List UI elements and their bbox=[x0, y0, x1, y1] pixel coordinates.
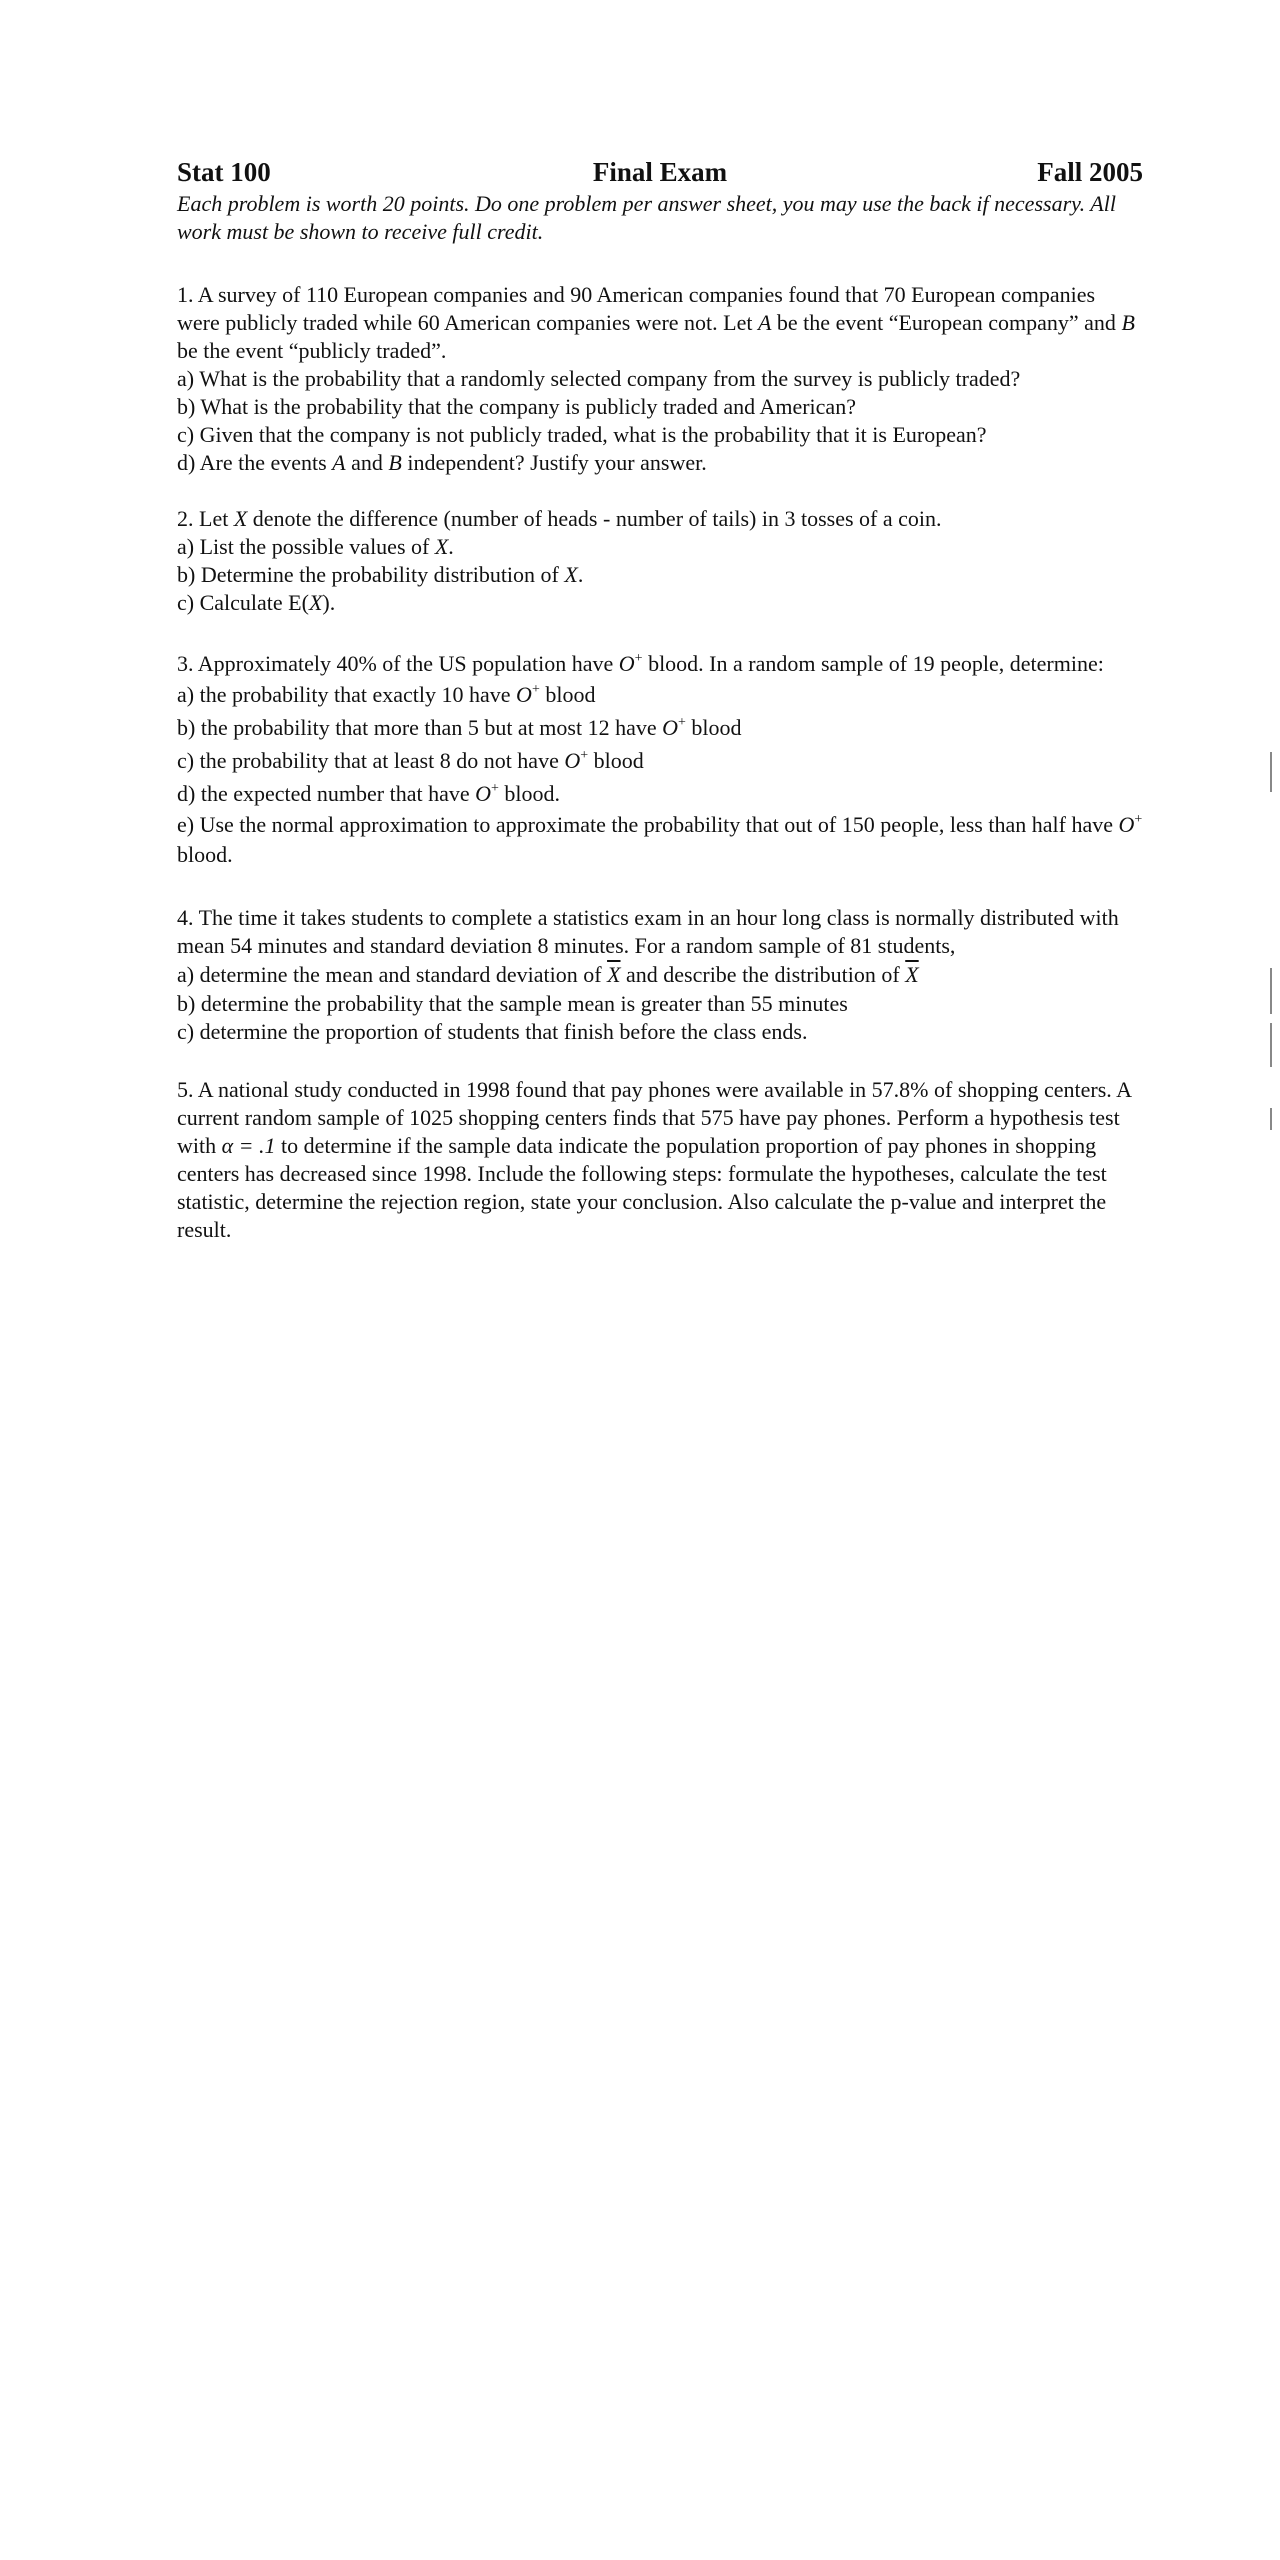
variable-a: A bbox=[757, 310, 772, 335]
problem-3-part-b-text: b) the probability that more than 5 but at most 12 have bbox=[177, 715, 663, 740]
problem-3-part-e-text: blood. bbox=[177, 842, 233, 867]
problem-2-intro bbox=[177, 505, 1143, 533]
problem-1-intro-text: be the event “European company” and bbox=[771, 310, 1122, 335]
problem-3-part-a-text: blood bbox=[539, 682, 596, 707]
variable-b: B bbox=[388, 450, 402, 475]
problem-2-part-a bbox=[177, 533, 1143, 561]
exam-title: Final Exam bbox=[592, 157, 728, 187]
problem-2 bbox=[177, 505, 1143, 617]
variable-b: B bbox=[1121, 310, 1135, 335]
problem-2-part-b bbox=[177, 561, 1143, 589]
variable-x: X bbox=[308, 590, 323, 615]
problem-1 bbox=[177, 281, 1143, 477]
problem-3-part-b bbox=[177, 711, 1143, 744]
blood-type-sign: + bbox=[491, 781, 499, 796]
problem-1-part-d-text: independent? Justify your answer. bbox=[401, 450, 707, 475]
problem-2-part-c-text: c) Calculate E( bbox=[177, 590, 309, 615]
blood-type-sign: + bbox=[580, 748, 589, 763]
problem-4-part-a-text: a) determine the mean and standard deviation of bbox=[177, 962, 608, 987]
problem-3-part-c-text: c) the probability that at least 8 do not have bbox=[177, 748, 565, 773]
blood-type-sign: + bbox=[1134, 812, 1143, 827]
scan-artifact bbox=[1270, 752, 1272, 792]
problem-1-intro-text: be the event “publicly traded”. bbox=[177, 338, 447, 363]
problem-3-intro-text: 3. Approximately 40% of the US population have bbox=[177, 651, 619, 676]
course-title: Stat 100 bbox=[177, 157, 271, 187]
problem-3-part-d-text: blood. bbox=[498, 781, 561, 806]
problem-3 bbox=[177, 650, 1143, 870]
sample-mean-symbol: $\overline{X}$ bbox=[905, 962, 919, 987]
alpha-value: α = .1 bbox=[221, 1133, 276, 1158]
problem-2-part-a-text: . bbox=[448, 534, 454, 559]
problem-4-part-b: b) determine the probability that the sample mean is greater than 55 minutes bbox=[177, 991, 848, 1016]
blood-type-sign: + bbox=[531, 682, 540, 697]
problem-1-part-b: b) What is the probability that the company is publicly traded and American? bbox=[177, 394, 856, 419]
problem-3-part-e-text: e) Use the normal approximation to approximate the probability that out of 150 people, less than half have bbox=[177, 812, 1119, 837]
exam-page bbox=[177, 156, 1143, 1244]
problem-3-part-b-text: blood bbox=[685, 715, 742, 740]
problem-1-part-d bbox=[177, 449, 1143, 477]
problem-5-text bbox=[177, 1076, 1143, 1244]
sample-mean-symbol: $\overline{X}$ bbox=[607, 962, 621, 987]
blood-type-symbol: O bbox=[564, 748, 581, 773]
problem-2-part-a-text: a) List the possible values of bbox=[177, 534, 435, 559]
blood-type-symbol: O bbox=[618, 651, 635, 676]
variable-x: X bbox=[233, 506, 248, 531]
problem-3-part-d bbox=[177, 777, 1143, 810]
problem-3-part-d-text: d) the expected number that have bbox=[177, 781, 476, 806]
problem-1-part-a: a) What is the probability that a randomly selected company from the survey is publicly traded? bbox=[177, 366, 1021, 391]
problem-5-text-part: 5. A national study conducted in 1998 found that pay phones were available in 57.8% of shopping centers. A current random sample of 1025 shopping centers finds that 575 have pay phones. Perform a hypothesis test with bbox=[177, 1077, 1131, 1158]
exam-header bbox=[177, 156, 1143, 188]
problem-4-part-c: c) determine the proportion of students that finish before the class ends. bbox=[177, 1019, 808, 1044]
problem-3-part-c bbox=[177, 744, 1143, 777]
scan-artifact bbox=[1270, 968, 1272, 1014]
exam-term: Fall 2005 bbox=[1037, 157, 1143, 187]
blood-type-sign: + bbox=[634, 651, 643, 666]
problem-2-part-b-text: . bbox=[577, 562, 584, 587]
problem-3-part-e bbox=[177, 810, 1143, 870]
scan-artifact bbox=[1270, 1108, 1272, 1130]
problem-4-intro: 4. The time it takes students to complete a statistics exam in an hour long class is normally distributed with mean 54 minutes and standard deviation 8 minutes. For a random sample of 81 students, bbox=[177, 905, 1119, 958]
problem-2-part-c bbox=[177, 589, 1143, 617]
variable-x: X bbox=[564, 562, 578, 587]
variable-x: X bbox=[434, 534, 449, 559]
exam-instructions: Each problem is worth 20 points. Do one problem per answer sheet, you may use the back if necessary. All work must be shown to receive full credit. bbox=[177, 191, 1116, 244]
blood-type-symbol: O bbox=[1118, 812, 1135, 837]
scan-artifact bbox=[1270, 1023, 1272, 1067]
problem-1-part-d-text: d) Are the events bbox=[177, 450, 333, 475]
problem-4-part-a-text: and describe the distribution of bbox=[620, 962, 906, 987]
blood-type-symbol: O bbox=[662, 715, 679, 740]
problem-3-intro bbox=[177, 650, 1143, 678]
problem-2-part-c-text: ). bbox=[322, 590, 336, 615]
problem-2-intro-text: 2. Let bbox=[177, 506, 234, 531]
blood-type-sign: + bbox=[678, 715, 686, 730]
problem-3-intro-text: blood. In a random sample of 19 people, determine: bbox=[642, 651, 1104, 676]
problem-4 bbox=[177, 904, 1143, 1046]
problem-1-intro-text: 1. A survey of 110 European companies and 90 American companies found that 70 European companies were publicly traded while 60 American companies were not. Let bbox=[177, 282, 1096, 335]
problem-2-intro-text: denote the difference (number of heads - number of tails) in 3 tosses of a coin. bbox=[247, 506, 942, 531]
problem-5-text-part: to determine if the sample data indicate the population proportion of pay phones in shopping centers has decreased since 1998. Include the following steps: formulate the hypotheses, calculate the test statistic, determine the rejection region, state your conclusion. Also calculate the p-value and interpret the result. bbox=[177, 1133, 1107, 1242]
problem-4-part-a bbox=[177, 960, 1143, 990]
problem-2-part-b-text: b) Determine the probability distribution of bbox=[177, 562, 565, 587]
problem-3-part-a-text: a) the probability that exactly 10 have bbox=[177, 682, 517, 707]
blood-type-symbol: O bbox=[475, 781, 491, 806]
problem-3-part-a bbox=[177, 678, 1143, 711]
problem-3-part-c-text: blood bbox=[588, 748, 644, 773]
problem-1-part-c: c) Given that the company is not publicly traded, what is the probability that it is European? bbox=[177, 422, 987, 447]
problem-1-part-d-text: and bbox=[345, 450, 389, 475]
blood-type-symbol: O bbox=[516, 682, 532, 707]
variable-a: A bbox=[332, 450, 346, 475]
problem-1-intro bbox=[177, 281, 1143, 365]
problem-5 bbox=[177, 1076, 1143, 1244]
